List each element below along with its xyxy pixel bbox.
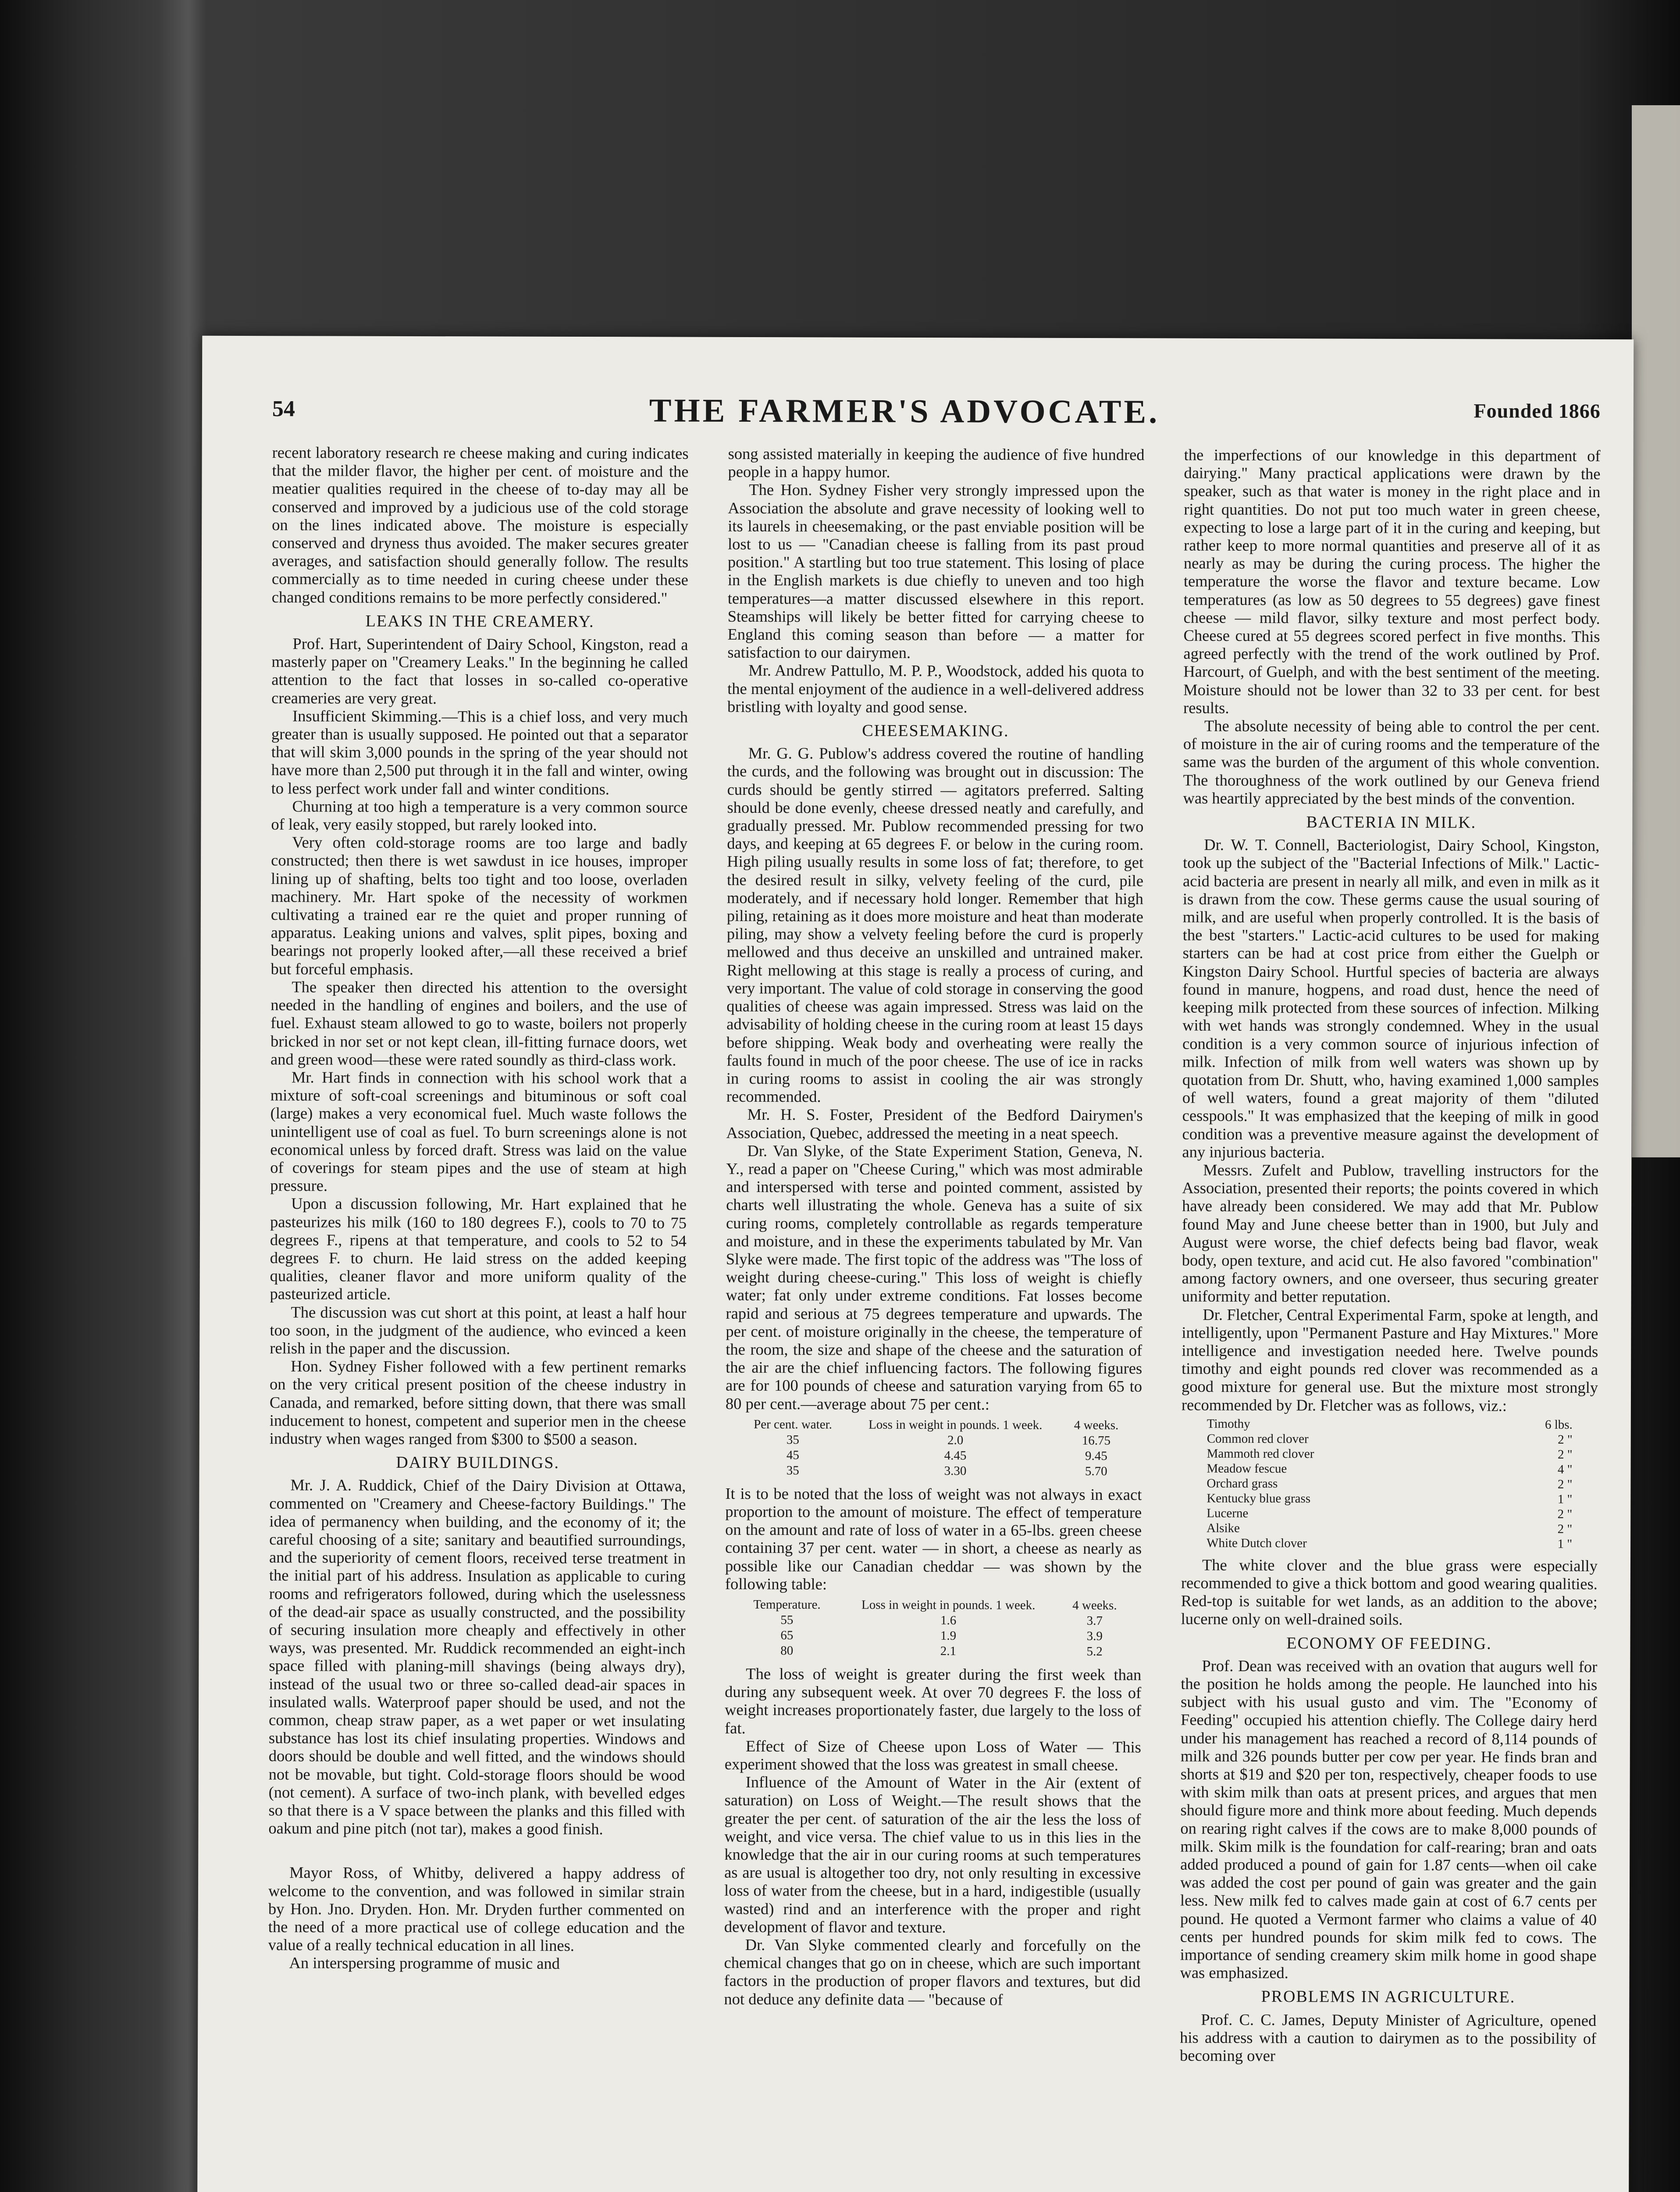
paragraph: Very often cold-storage rooms are too large and badly constructed; then there is wet sawdust in ice houses, improper lining up of shafting, belts too tight and too loose, overladen machinery. Mr. Hart spoke of the necessity of workmen cultivating a trained ear re the quiet and proper running of apparatus. Leaking unions and valves, split pipes, boxing and bearings not properly looked after,—all these received a brief but forceful emphasis. <box>271 833 688 978</box>
table-cell: 80 <box>780 1644 794 1658</box>
paragraph: Effect of Size of Cheese upon Loss of Water — This experiment showed that the loss was greatest in small cheese. <box>724 1737 1141 1774</box>
paragraph: Prof. Hart, Superintendent of Dairy School, Kingston, read a masterly paper on "Creamery Leaks." In the beginning he called attention to the fact that losses in so-called co-operative creameries are very great. <box>271 634 688 707</box>
table-row <box>741 1628 1125 1644</box>
adjacent-page-edge <box>1632 105 1680 1157</box>
masthead-title: THE FARMER'S ADVOCATE. <box>649 392 1160 431</box>
table-cell: Lucerne <box>1207 1506 1249 1520</box>
paragraph: Mr. G. G. Publow's address covered the routine of handling the curds, and the following was brought out in discussion: The curds should be gently stirred — agitators preferred. Salting should be done evenly, cheese dressed neatly and carefully, and gradually pressed. Mr. Publow recommended pressing for two days, and keeping at 65 degrees F. or below in the curing room. High piling usually results in some loss of fat; therefore, to get the desired result in silky, velvety feeling of the curd, pile moderately, and if necessary hold longer. Remember that high piling, retaining as it does more moisture and heat than moderate piling, may show a velvety feeling before the curd is properly mellowed and thus deceive an unskilled and untrained maker. Right mellowing at this stage is really a process of curing, and very important. The value of cold storage in conserving the good qualities of cheese was again impressed. Stress was laid on the advisability of holding cheese in the curing room at least 15 days before shipping. Weak body and overheating were really the faults found in much of the poor cheese. The use of ice in racks in curing rooms to assist in cooling the air was strongly recommended. <box>726 744 1144 1106</box>
table-row <box>742 1448 1125 1464</box>
section-heading-leaks: LEAKS IN THE CREAMERY. <box>365 612 594 631</box>
table-cell: 35 <box>786 1463 799 1478</box>
column-1 <box>267 443 689 2192</box>
table-cell: 2 " <box>1557 1522 1573 1536</box>
paragraph: the imperfections of our knowledge in this department of dairying." Many practical applications were drawn by the speaker, such as that water is money in the right place and in right quantities. Do not put too much water in green cheese, expecting to lose a large part of it in the curing and keeping, but rather keep to more normal quantities and preserve all of it as nearly as may be during the curing process. The higher the temperature the worse the flavor and texture became. Low temperatures (as low as 50 degrees to 55 degrees) gave finest cheese — mild flavor, silky texture and most perfect body. Cheese cured at 55 degrees scored perfect in five months. This agreed perfectly with the trend of the work outlined by Prof. Harcourt, of Guelph, and with the best sentiment of the meeting. Moisture should not be lower than 32 to 33 per cent. for best results. <box>1183 445 1601 717</box>
paragraph: The Hon. Sydney Fisher very strongly impressed upon the Association the absolute and grave necessity of looking well to its laurels in cheesemaking, or the past enviable position will be lost to us — "Canadian cheese is falling from its past proud position." A startling but too true statement. This losing of place in the English markets is due chiefly to uneven and too high temperatures—a matter discussed elsewhere in this report. Steamships will likely be better fitted for carrying cheese to England this coming season than before — a matter for satisfaction to our dairymen. <box>727 480 1145 662</box>
temperature-loss-table <box>741 1597 1125 1659</box>
table-cell: 6 lbs. <box>1545 1417 1573 1432</box>
paragraph: Dr. Fletcher, Central Experimental Farm, spoke at length, and intelligently, upon "Permanent Pasture and Hay Mixtures." More intelligence and investigation needed here. Twelve pounds timothy and eight pounds red clover was recommended as a good mixture for general use. But the mixture most strongly recommended by Dr. Fletcher was as follows, viz.: <box>1181 1305 1598 1415</box>
table-cell: 3.30 <box>944 1463 967 1478</box>
paragraph: Dr. Van Slyke, of the State Experiment Station, Geneva, N. Y., read a paper on "Cheese Curing," which was most admirable and interspersed with terse and pointed comment, assisted by charts well illustrating the whole. Geneva has a suite of six curing rooms, completely controllable as regards temperature and moisture, and in these the experiments tabulated by Mr. Van Slyke were made. The first topic of the address was "The loss of weight during cheese-curing." This loss of weight is chiefly water; fat only under extreme conditions. Fat losses become rapid and serious at 75 degrees temperature and upwards. The per cent. of moisture originally in the cheese, the temperature of the room, the size and shape of the cheese and the saturation of the air are the chief influencing factors. The following figures are for 100 pounds of cheese and saturation varying from 65 to 80 per cent.—average about 75 per cent.: <box>725 1141 1143 1413</box>
page-number: 54 <box>272 396 295 422</box>
paragraph: Influence of the Amount of Water in the Air (extent of saturation) on Loss of Weight.—The result shows that the greater the per cent. of saturation of the air the less the loss of weight, and vice versa. The chief value to us in this lies in the knowledge that the air in our curing rooms at such temperatures as are usual is altogether too dry, not only resulting in excessive loss of water from the cheese, but in a hard, indigestible (usually wasted) rind and an interference with the proper and right development of flavor and texture. <box>724 1773 1141 1936</box>
table-row <box>1207 1446 1573 1462</box>
table-cell: 2 " <box>1557 1507 1573 1521</box>
paragraph: song assisted materially in keeping the audience of five hundred people in a happy humor. <box>728 444 1145 481</box>
section-heading-economy: ECONOMY OF FEEDING. <box>1286 1633 1492 1653</box>
table-cell: 1 " <box>1557 1492 1573 1506</box>
paragraph: Mayor Ross, of Whitby, delivered a happy address of welcome to the convention, and was followed in similar strain by Hon. Jno. Dryden. Hon. Mr. Dryden further commented on the need of a more practical use of college education and the value of a really technical education in all lines. <box>268 1863 685 1955</box>
section-heading-cheesemaking: CHEESEMAKING. <box>862 721 1009 740</box>
table-cell: 1.9 <box>940 1629 957 1643</box>
table-row <box>1207 1461 1573 1477</box>
table-header: Loss in weight in pounds. 1 week. <box>861 1598 1036 1612</box>
paragraph: Mr. Hart finds in connection with his school work that a mixture of soft-coal screenings and bituminous or soft coal (large) makes a very economical fuel. Much waste follows the unintelligent use of coal as fuel. To burn screenings alone is not economical unless by forced draft. Stress was laid on the value of coverings for steam pipes and the use of steam at high pressure. <box>270 1068 687 1195</box>
table-row <box>1207 1431 1573 1447</box>
paragraph: Messrs. Zufelt and Publow, travelling instructors for the Association, presented their reports; the points covered in which have already been considered. We may add that Mr. Publow found May and June cheese better than in 1900, but July and August were worse, the chief defects being bad flavor, weak body, open texture, and acid cut. He also favored "combination" among factory owners, and one overseer, thus securing greater uniformity and better reputation. <box>1182 1160 1599 1306</box>
moisture-loss-table <box>742 1417 1125 1479</box>
table-cell: 3.9 <box>1086 1629 1103 1644</box>
paragraph: The white clover and the blue grass were especially recommended to give a thick bottom and good wearing qualities. Red-top is suitable for wet lands, as an addition to the above; lucerne only on well-drained soils. <box>1181 1555 1598 1629</box>
newspaper-page <box>197 336 1634 2192</box>
section-heading-problems: PROBLEMS IN AGRICULTURE. <box>1261 1987 1516 2007</box>
page-header <box>272 391 1601 434</box>
spacer <box>268 1837 685 1865</box>
table-cell: 2 " <box>1558 1432 1573 1447</box>
table-row <box>741 1643 1125 1659</box>
table-cell: 5.70 <box>1085 1464 1107 1478</box>
table-cell: Common red clover <box>1207 1431 1309 1446</box>
table-cell: Mammoth red clover <box>1207 1446 1314 1461</box>
column-2 <box>723 445 1145 2192</box>
paragraph: The discussion was cut short at this point, at least a half hour too soon, in the judgment of the audience, who evinced a keen relish in the paper and the discussion. <box>270 1302 687 1358</box>
table-row <box>1206 1491 1573 1507</box>
paragraph: Dr. W. T. Connell, Bacteriologist, Dairy School, Kingston, took up the subject of the "Bacterial Infections of Milk." Lactic-acid bacteria are present in nearly all milk, and even in milk as it is drawn from the cow. These germs cause the usual souring of milk, and are useful when properly controlled. It is the basis of the best "starters." Lactic-acid cultures to be used for making starters can be had at cost price from either the Guelph or Kingston Dairy School. Hurtful species of bacteria are always found in manure, hogpens, and road dust, hence the need of keeping milk protected from these sources of infection. Milking with wet hands was strongly condemned. Whey in the usual condition is a very common source of injurious infection of milk. Infection of milk from well waters was shown up by quotation from Dr. Shutt, who, having examined 1,000 samples of well waters, found a great majority of them "diluted cesspools." It was emphasized that the keeping of milk in good condition was a preventive measure against the development of any injurious bacteria. <box>1182 835 1600 1161</box>
table-cell: 2.1 <box>940 1644 957 1658</box>
table-cell: 16.75 <box>1082 1433 1111 1448</box>
table-cell: 5.2 <box>1086 1644 1103 1659</box>
paragraph: Mr. H. S. Foster, President of the Bedford Dairymen's Association, Quebec, addressed the meeting in a neat speech. <box>726 1105 1143 1142</box>
table-header: 4 weeks. <box>1074 1418 1119 1432</box>
founded-line: Founded 1866 <box>1474 399 1601 423</box>
table-header: 4 weeks. <box>1072 1598 1117 1613</box>
table-cell: Meadow fescue <box>1207 1461 1287 1476</box>
table-row <box>1206 1536 1573 1551</box>
section-heading-bacteria: BACTERIA IN MILK. <box>1306 813 1477 832</box>
table-cell: 35 <box>786 1432 799 1447</box>
table-row <box>742 1463 1125 1479</box>
table-cell: 55 <box>780 1613 794 1627</box>
grass-mixture-table <box>1206 1416 1573 1551</box>
table-cell: 45 <box>786 1448 799 1463</box>
paragraph: Prof. Dean was received with an ovation that augurs well for the position he holds among the people. He launched into his subject with his usual gusto and vim. The "Economy of Feeding" occupied his attention chiefly. The College dairy herd under his management has reached a record of 8,114 pounds of milk and 326 pounds butter per cow per year. He finds bran and shorts at $19 and $20 per ton, respectively, cheaper foods to use with skim milk than oats at present prices, and argues that men should figure more and think more about feeding. Much depends on rearing right calves if the cows are to make 8,000 pounds of milk. Skim milk is the foundation for calf-rearing; bran and oats added produced a pound of gain for 1.87 cents—when oil cake was added the cost per pound of gain was greater and the gain less. New milk fed to calves made gain at cost of 6.7 cents per pound. He quoted a Vermont farmer who claims a value of 40 cents per hundred pounds for skim milk fed to cows. The importance of sending creamery skim milk home in good shape was emphasized. <box>1180 1656 1598 1982</box>
table-row <box>1207 1416 1573 1432</box>
table-cell: Orchard grass <box>1207 1476 1278 1491</box>
table-cell: White Dutch clover <box>1207 1536 1307 1551</box>
table-cell: 2 " <box>1557 1447 1573 1462</box>
table-cell: 3.7 <box>1086 1614 1103 1628</box>
table-cell: 4 " <box>1557 1462 1573 1477</box>
paragraph: Insufficient Skimming.—This is a chief loss, and very much greater than is usually supposed. He pointed out that a separator that will skim 3,000 pounds in the spring of the year should not have more than 2,500 put through it in the fall and winter, owing to less perfect work under fall and winter conditions. <box>271 707 688 798</box>
section-heading-dairy-buildings: DAIRY BUILDINGS. <box>396 1453 559 1473</box>
table-cell: 1 " <box>1557 1537 1573 1551</box>
article-columns <box>267 443 1601 2192</box>
table-cell: 65 <box>780 1628 794 1643</box>
paragraph: It is to be noted that the loss of weight was not always in exact proportion to the amount of moisture. The effect of temperature on the amount and rate of loss of water in a 65-lbs. green cheese containing 37 per cent. water — in short, a cheese as nearly as possible like our Canadian cheddar — was shown by the following table: <box>725 1484 1142 1593</box>
column-3 <box>1179 446 1601 2192</box>
table-cell: 9.45 <box>1085 1448 1107 1463</box>
table-cell: 4.45 <box>944 1448 967 1463</box>
paragraph: The absolute necessity of being able to control the per cent. of moisture in the air of curing rooms and the temperature of the same was the burden of the argument of this whole convention. The thoroughness of the work outlined by our Geneva friend was heartily appreciated by the best minds of the convention. <box>1183 716 1600 808</box>
table-header: Loss in weight in pounds. 1 week. <box>868 1417 1043 1432</box>
table-cell: Alsike <box>1207 1521 1240 1535</box>
table-cell: Timothy <box>1207 1416 1250 1431</box>
table-row <box>1206 1506 1573 1522</box>
table-row <box>1206 1476 1573 1492</box>
paragraph: The speaker then directed his attention to the oversight needed in the handling of engines and boilers, and the use of fuel. Exhaust steam allowed to go to waste, boilers not properly bricked in nor set or not kept clean, ill-fitting furnace doors, wet and green wood—these were rated soundly as third-class work. <box>270 978 687 1069</box>
paragraph: The loss of weight is greater during the first week than during any subsequent week. At over 70 degrees F. the loss of weight increases proportionately faster, due largely to the loss of fat. <box>724 1664 1142 1737</box>
table-cell: 2.0 <box>947 1433 964 1448</box>
paragraph: Mr. Andrew Pattullo, M. P. P., Woodstock, added his quota to the mental enjoyment of the audience in a well-delivered address bristling with loyalty and good sense. <box>727 661 1144 716</box>
table-cell: 2 " <box>1557 1477 1573 1491</box>
paragraph: recent laboratory research re cheese making and curing indicates that the milder flavor, the higher per cent. of moisture and the meatier qualities required in the cheese of to-day may all be conserved and improved by a judicious use of the cold storage on the lines indicated above. The moisture is especially conserved and dryness thus avoided. The maker secures greater averages, and satisfaction should generally follow. The results commercially as to time needed in curing cheese under these changed conditions remains to be more perfectly considered." <box>271 443 689 607</box>
paragraph: An interspersing programme of music and <box>289 1954 560 1973</box>
table-cell: 1.6 <box>940 1613 957 1628</box>
table-header: Temperature. <box>753 1598 821 1612</box>
paragraph: Dr. Van Slyke commented clearly and forcefully on the chemical changes that go on in cheese, which are such important factors in the production of proper flavors and textures, but did not deduce any definite data — "because of <box>724 1936 1141 2009</box>
paragraph: Prof. C. C. James, Deputy Minister of Agriculture, opened his address with a caution to dairymen as to the possibility of becoming over <box>1179 2010 1597 2065</box>
table-cell: Kentucky blue grass <box>1207 1491 1311 1506</box>
table-row <box>1206 1521 1573 1537</box>
paragraph: Churning at too high a temperature is a very common source of leak, very easily stopped, but rarely looked into. <box>271 797 688 834</box>
paragraph: Mr. J. A. Ruddick, Chief of the Dairy Division at Ottawa, commented on "Creamery and Cheese-factory Buildings." The idea of permanency when building, and the economy of it; the careful choosing of a site; sanitary and beautified surroundings, and the superiority of cement floors, received terse treatment in the initial part of his address. Insulation as applicable to curing rooms and refrigerators followed, during which the uselessness of the dead-air space as usually constructed, and the possibility of securing insulation more cheaply and effectively in other ways, was presented. Mr. Ruddick recommended an eight-inch space filled with planing-mill shavings (being always dry), instead of the usual two or three so-called dead-air spaces in insulated walls. Waterproof paper should be used, and not the common, cheap straw paper, as a wet paper or wet insulating substance has lost its chief insulating properties. Windows and doors should be double and well fitted, and the windows should not be movable, but tight. Cold-storage floors should be wood (not cement). A surface of two-inch plank, with bevelled edges so that there is a V space between the planks and this filled with oakum and pine pitch (not tar), makes a good finish. <box>268 1476 686 1838</box>
table-row <box>742 1612 1125 1629</box>
table-header: Per cent. water. <box>754 1417 832 1432</box>
paragraph: Hon. Sydney Fisher followed with a few pertinent remarks on the very critical present position of the cheese industry in Canada, and remarked, before sitting down, that there was small inducement to honest, competent and superior men in the cheese industry when wages ranged from $300 to $500 a season. <box>269 1357 687 1448</box>
paragraph: Upon a discussion following, Mr. Hart explained that he pasteurizes his milk (160 to 180 degrees F.), cools to 70 to 75 degrees F., ripens at that temperature, and cools to 52 to 54 degrees F. to churn. He laid stress on the added keeping qualities, cleaner flavor and more uniform quality of the pasteurized article. <box>270 1194 687 1303</box>
table-row <box>742 1432 1125 1448</box>
